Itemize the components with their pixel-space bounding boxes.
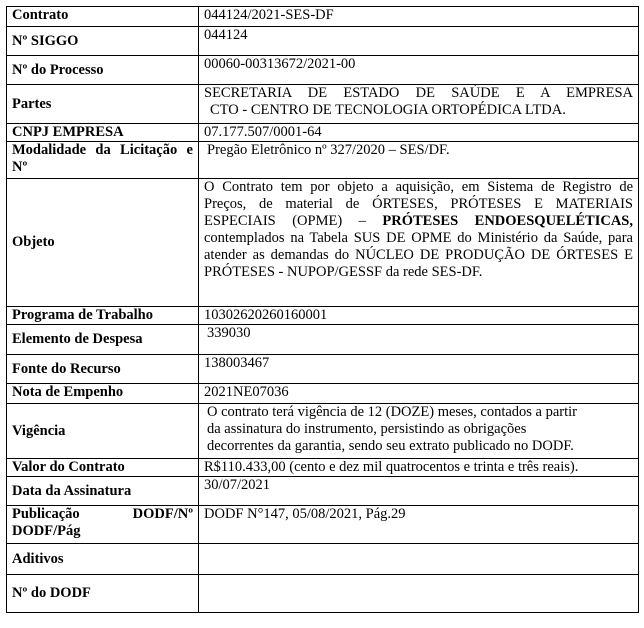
publicacao-label-line-1: Publicação DODF/Nº xyxy=(12,506,193,522)
row-contrato xyxy=(7,7,639,27)
label-programa: Programa de Trabalho xyxy=(7,307,199,325)
value-modalidade: Pregão Eletrônico nº 327/2020 – SES/DF. xyxy=(199,142,639,179)
vigencia-line-1: O contrato terá vigência de 12 (DOZE) meses, contados a partir xyxy=(207,404,578,420)
row-fonte xyxy=(7,355,639,384)
row-programa xyxy=(7,307,639,325)
label-modalidade xyxy=(7,142,199,179)
label-processo: Nº do Processo xyxy=(7,56,199,85)
partes-line-1: SECRETARIA DE ESTADO DE SAÚDE E A EMPRESA xyxy=(204,85,633,101)
value-objeto xyxy=(199,179,639,307)
value-elemento: 339030 xyxy=(199,325,639,355)
row-empenho xyxy=(7,384,639,404)
value-vigencia xyxy=(199,404,639,459)
value-dodf xyxy=(199,575,639,613)
label-contrato: Contrato xyxy=(7,7,199,27)
row-publicacao xyxy=(7,506,639,544)
row-valor xyxy=(7,459,639,477)
vigencia-line-2: da assinatura do instrumento, persistindo as obrigações xyxy=(207,421,527,437)
label-siggo: Nº SIGGO xyxy=(7,27,199,56)
label-fonte: Fonte do Recurso xyxy=(7,355,199,384)
row-partes xyxy=(7,85,639,124)
row-aditivos xyxy=(7,544,639,575)
vigencia-line-3: decorrentes da garantia, sendo seu extrato publicado no DODF. xyxy=(207,438,574,454)
modalidade-label-line-2: Nº xyxy=(12,159,28,175)
label-objeto: Objeto xyxy=(7,179,199,307)
label-valor: Valor do Contrato xyxy=(7,459,199,477)
row-siggo xyxy=(7,27,639,56)
value-fonte: 138003467 xyxy=(199,355,639,384)
value-assinatura: 30/07/2021 xyxy=(199,477,639,506)
value-publicacao: DODF N°147, 05/08/2021, Pág.29 xyxy=(199,506,639,544)
publicacao-label-line-2: DODF/Pág xyxy=(12,523,81,539)
label-aditivos: Aditivos xyxy=(7,544,199,575)
row-dodf xyxy=(7,575,639,613)
objeto-text-bold: PRÓTESES ENDOESQUELÉTICAS, xyxy=(382,213,633,229)
objeto-text-part-2: contemplados na Tabela SUS DE OPME do Ministério da Saúde, para atender as demandas do NÚCLEO DE PRODUÇÃO DE ÓRTESES E PRÓTESES - NUPOP/GESSF da rede SES-DF. xyxy=(204,230,633,280)
row-objeto xyxy=(7,179,639,307)
value-empenho: 2021NE07036 xyxy=(199,384,639,404)
label-dodf: Nº do DODF xyxy=(7,575,199,613)
label-assinatura: Data da Assinatura xyxy=(7,477,199,506)
value-siggo: 044124 xyxy=(199,27,639,56)
row-vigencia xyxy=(7,404,639,459)
row-processo xyxy=(7,56,639,85)
value-cnpj: 07.177.507/0001-64 xyxy=(199,124,639,142)
partes-line-2: CTO - CENTRO DE TECNOLOGIA ORTOPÉDICA LTDA. xyxy=(210,102,566,118)
contract-details-table xyxy=(6,6,639,613)
objeto-text-part-1: O Contrato tem por objeto a aquisição, em Sistema de Registro de Preços, de material de ÓRTESES, PRÓTESES E MATERIAIS ESPECIAIS (OPME) – xyxy=(204,179,633,229)
row-cnpj xyxy=(7,124,639,142)
label-empenho: Nota de Empenho xyxy=(7,384,199,404)
value-aditivos xyxy=(199,544,639,575)
label-vigencia: Vigência xyxy=(7,404,199,459)
value-processo: 00060-00313672/2021-00 xyxy=(199,56,639,85)
value-contrato: 044124/2021-SES-DF xyxy=(199,7,639,27)
value-partes xyxy=(199,85,639,124)
row-modalidade xyxy=(7,142,639,179)
row-elemento xyxy=(7,325,639,355)
value-valor: R$110.433,00 (cento e dez mil quatrocentos e trinta e três reais). xyxy=(199,459,639,477)
label-elemento: Elemento de Despesa xyxy=(7,325,199,355)
label-cnpj: CNPJ EMPRESA xyxy=(7,124,199,142)
modalidade-label-line-1: Modalidade da Licitação e xyxy=(12,142,193,158)
label-partes: Partes xyxy=(7,85,199,124)
row-assinatura xyxy=(7,477,639,506)
label-publicacao xyxy=(7,506,199,544)
value-programa: 10302620260160001 xyxy=(199,307,639,325)
